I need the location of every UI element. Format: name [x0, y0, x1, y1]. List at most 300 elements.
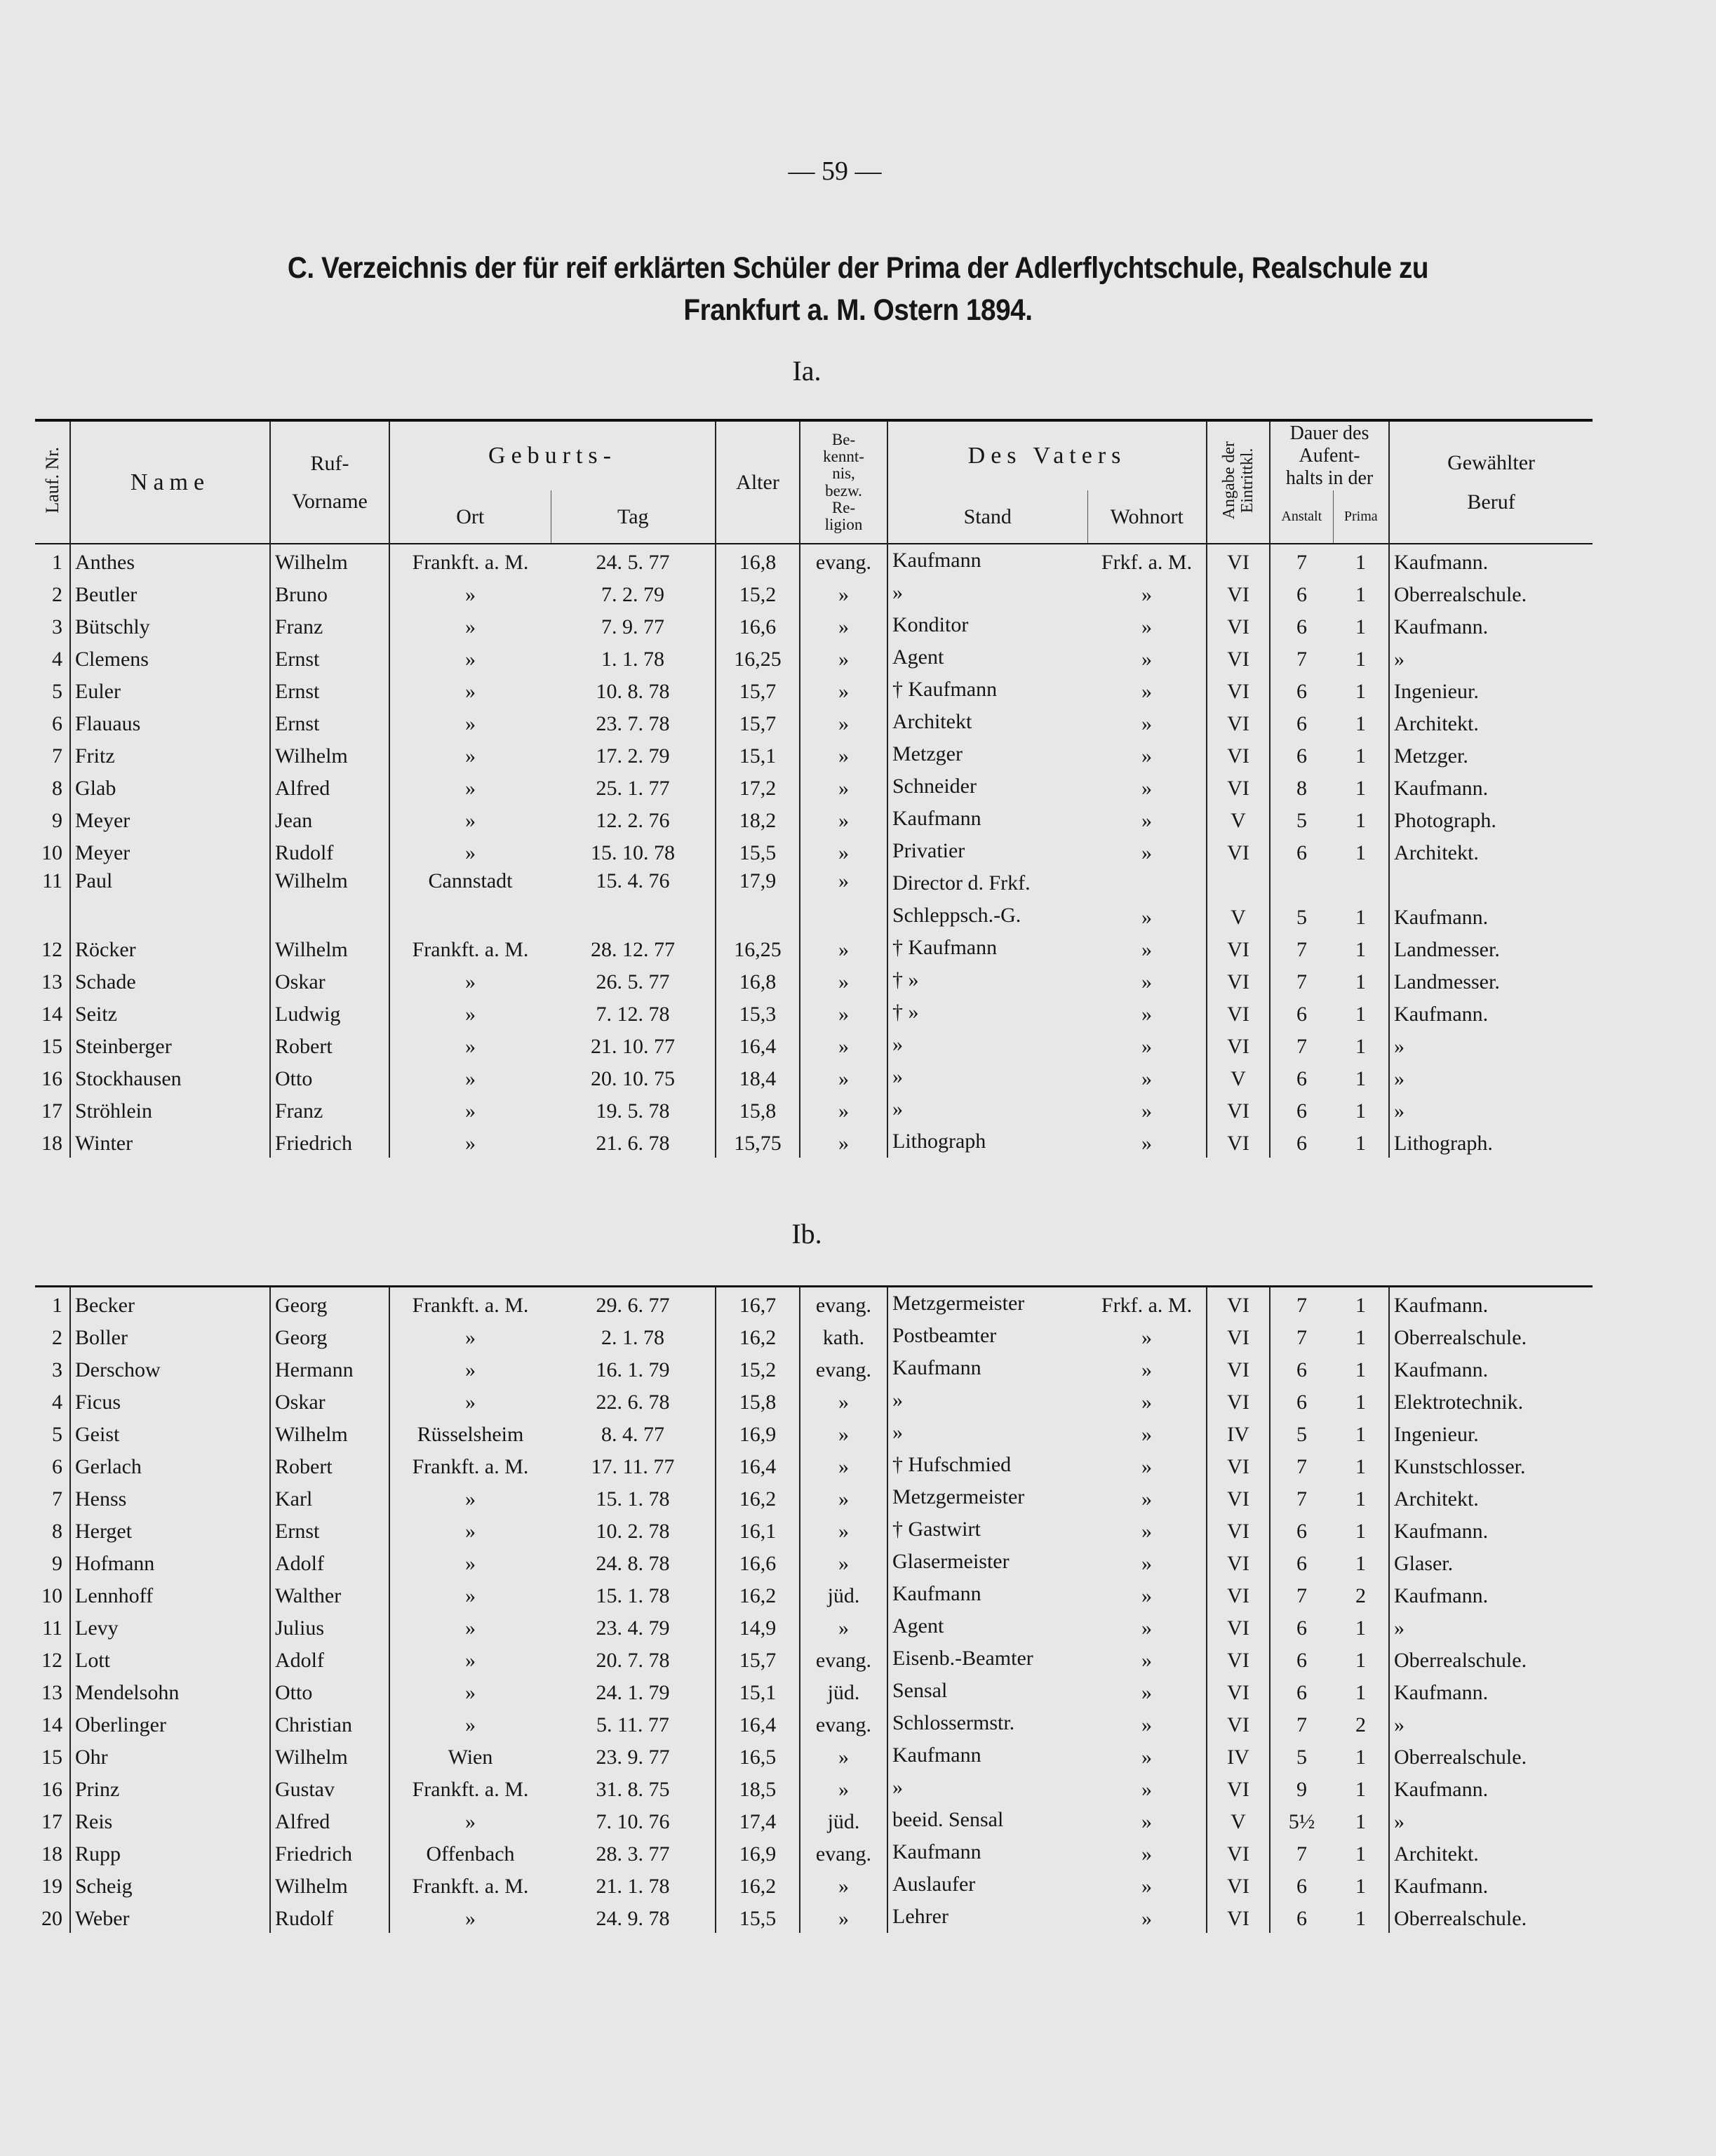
- student-surname: Paul: [70, 867, 270, 932]
- age: 16,2: [716, 1320, 800, 1352]
- religion: »: [800, 1901, 887, 1933]
- table-row: [35, 996, 1593, 1029]
- religion: »: [800, 1481, 887, 1513]
- header-name: Name: [70, 420, 270, 544]
- age: 15,2: [716, 1352, 800, 1384]
- father-occupation: † Gastwirt: [892, 1518, 981, 1541]
- row-number: 4: [35, 641, 70, 674]
- years-at-school: 6: [1296, 1520, 1307, 1543]
- father-occupation: Kaufmann: [892, 1356, 981, 1379]
- chosen-profession: Architekt.: [1394, 712, 1479, 735]
- chosen-profession: »: [1394, 1035, 1405, 1058]
- years-in-prima: 1: [1333, 1739, 1389, 1772]
- row-number: 6: [35, 706, 70, 738]
- birthplace: Frankft. a. M.: [412, 1875, 529, 1898]
- chosen-profession: Architekt.: [1394, 841, 1479, 864]
- entry-class: VI: [1207, 1093, 1270, 1125]
- table-row: [35, 1287, 1593, 1320]
- table-row: [35, 706, 1593, 738]
- years-in-prima: 1: [1333, 706, 1389, 738]
- header-geburts: Geburts-: [389, 420, 716, 490]
- table-row: [35, 1578, 1593, 1610]
- student-surname: Lott: [70, 1642, 270, 1675]
- birthplace: »: [465, 1358, 476, 1381]
- chosen-profession: Kaufmann.: [1394, 906, 1489, 929]
- table-row: [35, 1739, 1593, 1772]
- student-first-name: Karl: [270, 1481, 389, 1513]
- religion: »: [800, 1513, 887, 1546]
- row-number: 16: [35, 1061, 70, 1093]
- age: 18,2: [716, 803, 800, 835]
- row-number: 6: [35, 1449, 70, 1481]
- years-in-prima: 1: [1333, 1546, 1389, 1578]
- birth-date: 8. 4. 77: [551, 1417, 716, 1449]
- father-residence: »: [1087, 1707, 1207, 1739]
- father-residence: »: [1087, 1417, 1207, 1449]
- table-row: [35, 1707, 1593, 1739]
- row-number: 12: [35, 932, 70, 964]
- entry-class: VI: [1207, 1352, 1270, 1384]
- father-occupation: Postbeamter: [892, 1324, 997, 1347]
- chosen-profession: Landmesser.: [1394, 970, 1500, 993]
- entry-class: VI: [1207, 1125, 1270, 1158]
- row-number: 2: [35, 1320, 70, 1352]
- years-at-school: 7: [1296, 938, 1308, 961]
- birthplace: Frankft. a. M.: [412, 1778, 529, 1801]
- years-at-school: 5: [1296, 1746, 1307, 1769]
- table-row: [35, 1481, 1593, 1513]
- age: 16,2: [716, 1481, 800, 1513]
- religion: jüd.: [800, 1578, 887, 1610]
- student-first-name: Jean: [270, 803, 389, 835]
- years-at-school: 8: [1296, 777, 1308, 800]
- birth-date: 7. 12. 78: [551, 996, 716, 1029]
- birthplace: »: [465, 777, 476, 800]
- row-number: 9: [35, 803, 70, 835]
- header-wohnort: Wohnort: [1087, 490, 1207, 544]
- father-occupation: Auslaufer: [892, 1873, 976, 1896]
- row-number: 1: [35, 1287, 70, 1320]
- header-vorname: Ruf- Vorname: [270, 420, 389, 544]
- table-row: [35, 1384, 1593, 1417]
- student-first-name: Georg: [270, 1287, 389, 1320]
- birth-date: 29. 6. 77: [551, 1287, 716, 1320]
- row-number: 1: [35, 544, 70, 577]
- student-surname: Röcker: [70, 932, 270, 964]
- father-residence: »: [1087, 1513, 1207, 1546]
- row-number: 19: [35, 1868, 70, 1901]
- father-residence: »: [1087, 1352, 1207, 1384]
- student-surname: Prinz: [70, 1772, 270, 1804]
- years-at-school: 5: [1296, 906, 1308, 929]
- student-first-name: Franz: [270, 1093, 389, 1125]
- student-first-name: Rudolf: [270, 1901, 389, 1933]
- religion: »: [800, 706, 887, 738]
- table-row: [35, 1772, 1593, 1804]
- student-surname: Meyer: [70, 803, 270, 835]
- religion: evang.: [800, 1642, 887, 1675]
- age: 16,2: [716, 1868, 800, 1901]
- father-residence: Frkf. a. M.: [1087, 1287, 1207, 1320]
- religion: »: [800, 738, 887, 770]
- student-surname: Stockhausen: [70, 1061, 270, 1093]
- birth-date: 16. 1. 79: [551, 1352, 716, 1384]
- row-number: 14: [35, 1707, 70, 1739]
- row-number: 8: [35, 1513, 70, 1546]
- student-first-name: Hermann: [270, 1352, 389, 1384]
- father-occupation: »: [892, 1033, 903, 1056]
- father-residence: »: [1087, 1384, 1207, 1417]
- student-surname: Euler: [70, 674, 270, 706]
- chosen-profession: Oberrealschule.: [1394, 1326, 1527, 1349]
- chosen-profession: Kaufmann.: [1394, 615, 1489, 638]
- entry-class: VI: [1207, 1707, 1270, 1739]
- father-occupation: Agent: [892, 645, 944, 669]
- father-residence: »: [1087, 803, 1207, 835]
- birthplace: »: [465, 744, 476, 768]
- student-surname: Bütschly: [70, 609, 270, 641]
- years-in-prima: 1: [1333, 1384, 1389, 1417]
- age: 16,7: [716, 1287, 800, 1320]
- birthplace: »: [465, 1487, 476, 1511]
- religion: evang.: [800, 1707, 887, 1739]
- student-first-name: Ernst: [270, 1513, 389, 1546]
- birth-date: 12. 2. 76: [551, 803, 716, 835]
- father-occupation: Metzgermeister: [892, 1485, 1025, 1508]
- table-row: [35, 1029, 1593, 1061]
- birthplace: »: [465, 1067, 476, 1090]
- religion: »: [800, 1449, 887, 1481]
- student-first-name: Friedrich: [270, 1836, 389, 1868]
- student-surname: Gerlach: [70, 1449, 270, 1481]
- student-surname: Meyer: [70, 835, 270, 867]
- religion: »: [800, 1093, 887, 1125]
- row-number: 5: [35, 1417, 70, 1449]
- student-first-name: Ludwig: [270, 996, 389, 1029]
- row-number: 13: [35, 964, 70, 996]
- student-first-name: Otto: [270, 1061, 389, 1093]
- birthplace: Frankft. a. M.: [412, 1294, 529, 1317]
- years-at-school: 7: [1296, 1455, 1307, 1478]
- row-number: 9: [35, 1546, 70, 1578]
- age: 18,4: [716, 1061, 800, 1093]
- years-at-school: 6: [1296, 1391, 1307, 1414]
- table-header: [35, 420, 1593, 544]
- religion: »: [800, 1739, 887, 1772]
- table-row: [35, 609, 1593, 641]
- father-occupation: † »: [892, 1000, 919, 1024]
- father-occupation: »: [892, 1065, 903, 1088]
- student-first-name: Christian: [270, 1707, 389, 1739]
- religion: »: [800, 609, 887, 641]
- birth-date: 26. 5. 77: [551, 964, 716, 996]
- religion: »: [800, 1384, 887, 1417]
- age: 17,4: [716, 1804, 800, 1836]
- birth-date: 15. 10. 78: [551, 835, 716, 867]
- years-at-school: 6: [1296, 583, 1308, 606]
- student-first-name: Ernst: [270, 641, 389, 674]
- years-in-prima: 2: [1333, 1578, 1389, 1610]
- birth-date: 24. 1. 79: [551, 1675, 716, 1707]
- religion: »: [800, 770, 887, 803]
- student-surname: Mendelsohn: [70, 1675, 270, 1707]
- religion: »: [800, 641, 887, 674]
- years-at-school: 6: [1296, 615, 1308, 638]
- birth-date: 1. 1. 78: [551, 641, 716, 674]
- father-residence: »: [1087, 1578, 1207, 1610]
- birthplace: »: [465, 1810, 476, 1833]
- years-at-school: 6: [1296, 1616, 1307, 1640]
- birth-date: 7. 10. 76: [551, 1804, 716, 1836]
- entry-class: VI: [1207, 1868, 1270, 1901]
- entry-class: VI: [1207, 1287, 1270, 1320]
- chosen-profession: Lithograph.: [1394, 1132, 1493, 1155]
- birthplace: »: [465, 1713, 476, 1736]
- page-number: — 59 —: [788, 156, 882, 186]
- row-number: 3: [35, 1352, 70, 1384]
- birthplace: »: [465, 970, 476, 993]
- birth-date: 24. 9. 78: [551, 1901, 716, 1933]
- table-row: [35, 1546, 1593, 1578]
- father-residence: Frkf. a. M.: [1087, 544, 1207, 577]
- years-at-school: 6: [1296, 1358, 1307, 1381]
- birth-date: 2. 1. 78: [551, 1320, 716, 1352]
- father-residence: »: [1087, 641, 1207, 674]
- row-number: 7: [35, 738, 70, 770]
- birth-date: 20. 10. 75: [551, 1061, 716, 1093]
- table-row: [35, 544, 1593, 577]
- years-in-prima: 1: [1333, 1868, 1389, 1901]
- chosen-profession: Kaufmann.: [1394, 1778, 1489, 1801]
- table-row: [35, 577, 1593, 609]
- entry-class: VI: [1207, 1675, 1270, 1707]
- chosen-profession: »: [1394, 1713, 1405, 1736]
- table-row: [35, 835, 1593, 867]
- student-first-name: Alfred: [270, 770, 389, 803]
- age: 15,3: [716, 996, 800, 1029]
- father-residence: »: [1087, 867, 1207, 932]
- birthplace: Cannstadt: [428, 869, 513, 892]
- birthplace: Rüsselsheim: [417, 1423, 524, 1446]
- age: 15,2: [716, 577, 800, 609]
- age: 15,5: [716, 1901, 800, 1933]
- years-at-school: 6: [1296, 1875, 1307, 1898]
- years-in-prima: 1: [1333, 674, 1389, 706]
- chosen-profession: Kaufmann.: [1394, 1294, 1489, 1317]
- chosen-profession: »: [1394, 1067, 1405, 1090]
- birth-date: 28. 3. 77: [551, 1836, 716, 1868]
- student-surname: Henss: [70, 1481, 270, 1513]
- student-first-name: Georg: [270, 1320, 389, 1352]
- age: 16,4: [716, 1707, 800, 1739]
- entry-class: VI: [1207, 1384, 1270, 1417]
- father-occupation: »: [892, 1421, 903, 1444]
- years-in-prima: 1: [1333, 1836, 1389, 1868]
- header-anstalt: Anstalt: [1281, 509, 1322, 524]
- father-residence: »: [1087, 1029, 1207, 1061]
- father-residence: »: [1087, 1675, 1207, 1707]
- years-at-school: 5: [1296, 809, 1308, 832]
- student-surname: Hofmann: [70, 1546, 270, 1578]
- father-residence: »: [1087, 835, 1207, 867]
- row-number: 8: [35, 770, 70, 803]
- age: 16,9: [716, 1417, 800, 1449]
- father-residence: »: [1087, 932, 1207, 964]
- religion: »: [800, 803, 887, 835]
- birthplace: »: [465, 1681, 476, 1704]
- chosen-profession: Kaufmann.: [1394, 1681, 1489, 1704]
- father-residence: »: [1087, 1772, 1207, 1804]
- years-in-prima: 1: [1333, 964, 1389, 996]
- father-occupation: Director d. Frkf. Schleppsch.-G.: [892, 871, 1031, 927]
- father-residence: »: [1087, 674, 1207, 706]
- father-residence: »: [1087, 1836, 1207, 1868]
- religion: »: [800, 1546, 887, 1578]
- birthplace: »: [465, 1520, 476, 1543]
- entry-class: VI: [1207, 1578, 1270, 1610]
- row-number: 14: [35, 996, 70, 1029]
- student-surname: Beutler: [70, 577, 270, 609]
- header-bekenntnis: Be- kennt- nis, bezw. Re- ligion: [800, 420, 887, 544]
- father-occupation: beeid. Sensal: [892, 1808, 1004, 1831]
- age: 16,6: [716, 1546, 800, 1578]
- row-number: 15: [35, 1029, 70, 1061]
- years-in-prima: 1: [1333, 1093, 1389, 1125]
- years-at-school: 9: [1296, 1778, 1307, 1801]
- father-residence: »: [1087, 1739, 1207, 1772]
- father-residence: »: [1087, 1610, 1207, 1642]
- document-title-line-2: Frankfurt a. M. Ostern 1894.: [683, 293, 1033, 327]
- birthplace: »: [465, 1391, 476, 1414]
- years-at-school: 6: [1296, 1552, 1307, 1575]
- father-residence: »: [1087, 1320, 1207, 1352]
- table-row: [35, 964, 1593, 996]
- table-row: [35, 1901, 1593, 1933]
- table-row: [35, 1320, 1593, 1352]
- father-occupation: Konditor: [892, 613, 969, 636]
- chosen-profession: »: [1394, 1810, 1405, 1833]
- chosen-profession: Architekt.: [1394, 1842, 1479, 1866]
- entry-class: VI: [1207, 1513, 1270, 1546]
- birth-date: 5. 11. 77: [551, 1707, 716, 1739]
- religion: »: [800, 867, 887, 932]
- entry-class: VI: [1207, 1901, 1270, 1933]
- student-surname: Boller: [70, 1320, 270, 1352]
- religion: »: [800, 1061, 887, 1093]
- birthplace: »: [465, 583, 476, 606]
- birthplace: »: [465, 1132, 476, 1155]
- student-first-name: Oskar: [270, 1384, 389, 1417]
- row-number: 13: [35, 1675, 70, 1707]
- father-residence: »: [1087, 1546, 1207, 1578]
- chosen-profession: »: [1394, 1616, 1405, 1640]
- chosen-profession: Ingenieur.: [1394, 680, 1479, 703]
- religion: »: [800, 1772, 887, 1804]
- years-at-school: 6: [1296, 680, 1308, 703]
- student-surname: Ohr: [70, 1739, 270, 1772]
- chosen-profession: Kaufmann.: [1394, 1520, 1489, 1543]
- row-number: 11: [35, 867, 70, 932]
- table-row: [35, 770, 1593, 803]
- table-row: [35, 1352, 1593, 1384]
- father-residence: »: [1087, 1901, 1207, 1933]
- years-in-prima: 1: [1333, 1642, 1389, 1675]
- student-surname: Derschow: [70, 1352, 270, 1384]
- religion: »: [800, 1610, 887, 1642]
- years-in-prima: 1: [1333, 867, 1389, 932]
- chosen-profession: Photograph.: [1394, 809, 1496, 832]
- years-in-prima: 1: [1333, 1125, 1389, 1158]
- table-row: [35, 803, 1593, 835]
- header-ort: Ort: [456, 504, 485, 528]
- age: 16,5: [716, 1739, 800, 1772]
- years-at-school: 7: [1296, 970, 1308, 993]
- birth-date: 7. 2. 79: [551, 577, 716, 609]
- row-number: 17: [35, 1804, 70, 1836]
- age: 15,7: [716, 706, 800, 738]
- father-occupation: Agent: [892, 1614, 944, 1638]
- father-occupation: Kaufmann: [892, 1840, 981, 1863]
- student-surname: Lennhoff: [70, 1578, 270, 1610]
- father-residence: »: [1087, 1642, 1207, 1675]
- birth-date: 28. 12. 77: [551, 932, 716, 964]
- table-row: [35, 932, 1593, 964]
- years-in-prima: 1: [1333, 1675, 1389, 1707]
- age: 15,5: [716, 835, 800, 867]
- table-row: [35, 867, 1593, 932]
- years-in-prima: 1: [1333, 1061, 1389, 1093]
- birth-date: 17. 2. 79: [551, 738, 716, 770]
- header-tag: Tag: [551, 490, 716, 544]
- row-number: 18: [35, 1836, 70, 1868]
- father-occupation: † Hufschmied: [892, 1453, 1012, 1476]
- father-occupation: »: [892, 581, 903, 604]
- row-number: 11: [35, 1610, 70, 1642]
- father-occupation: † »: [892, 968, 919, 991]
- table-row: [35, 1449, 1593, 1481]
- header-alter: Alter: [716, 420, 800, 544]
- chosen-profession: Metzger.: [1394, 744, 1468, 768]
- student-surname: Steinberger: [70, 1029, 270, 1061]
- entry-class: VI: [1207, 1449, 1270, 1481]
- religion: evang.: [800, 1287, 887, 1320]
- table-row: [35, 1093, 1593, 1125]
- student-first-name: Rudolf: [270, 835, 389, 867]
- father-occupation: Metzger: [892, 742, 963, 765]
- years-at-school: 7: [1296, 648, 1308, 671]
- student-first-name: Gustav: [270, 1772, 389, 1804]
- birth-date: 21. 10. 77: [551, 1029, 716, 1061]
- entry-class: VI: [1207, 577, 1270, 609]
- years-in-prima: 1: [1333, 1610, 1389, 1642]
- years-at-school: 5: [1296, 1423, 1307, 1446]
- age: 15,1: [716, 738, 800, 770]
- row-number: 2: [35, 577, 70, 609]
- years-in-prima: 1: [1333, 1901, 1389, 1933]
- years-in-prima: 1: [1333, 1029, 1389, 1061]
- years-in-prima: 1: [1333, 738, 1389, 770]
- years-in-prima: 1: [1333, 1417, 1389, 1449]
- student-surname: Herget: [70, 1513, 270, 1546]
- religion: kath.: [800, 1320, 887, 1352]
- years-at-school: 6: [1296, 712, 1308, 735]
- table-row: [35, 1610, 1593, 1642]
- row-number: 17: [35, 1093, 70, 1125]
- age: 18,5: [716, 1772, 800, 1804]
- years-at-school: 6: [1296, 841, 1308, 864]
- father-occupation: Kaufmann: [892, 1743, 981, 1767]
- age: 17,9: [716, 867, 800, 932]
